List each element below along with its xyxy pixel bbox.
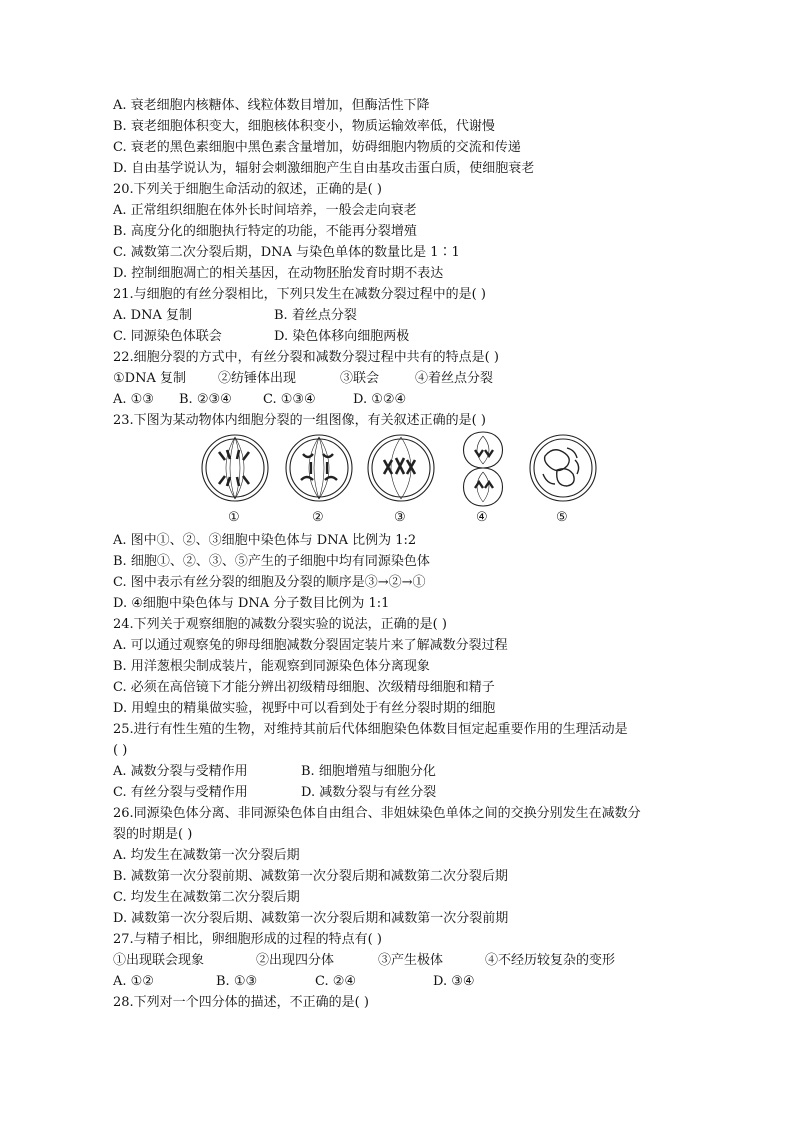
q27-stem: 27.与精子相比，卵细胞形成的过程的特点有( ) [113,932,382,947]
q25-options-row1 [0,763,794,783]
q25-option-d: D. 减数分裂与有丝分裂 [301,785,437,800]
q27-item-2: ②出现四分体 [256,953,335,968]
q20-option-c: C. 减数第二次分裂后期，DNA 与染色单体的数量比是 1∶1 [113,245,460,260]
q24-option-a: A. 可以通过观察兔的卵母细胞减数分裂固定装片来了解减数分裂过程 [113,638,508,653]
q27-item-3: ③产生极体 [378,953,444,968]
q19-option-a: A. 衰老细胞内核糖体、线粒体数目增加，但酶活性下降 [113,98,430,113]
figure-label-4: ④ [476,510,488,525]
q21-options-row1 [0,307,794,327]
q21-option-b: B. 着丝点分裂 [274,308,357,323]
q22-item-4: ④着丝点分裂 [415,371,494,386]
q20-stem: 20.下列关于细胞生命活动的叙述，正确的是( ) [113,182,382,197]
q27-item-4: ④不经历较复杂的变形 [485,953,616,968]
q26-stem: 26.同源染色体分离、非同源染色体自由组合、非姐妹染色单体之间的交换分别发生在减数分 [113,806,641,821]
q19-option-d: D. 自由基学说认为，辐射会刺激细胞产生自由基攻击蛋白质，使细胞衰老 [113,161,535,176]
cell-5-drawing [530,435,596,501]
cell-2-drawing [286,435,352,501]
q23-option-b: B. 细胞①、②、③、⑤产生的子细胞中均有同源染色体 [113,554,430,569]
q24-stem: 24.下列关于观察细胞的减数分裂实验的说法，正确的是( ) [113,617,447,632]
q21-option-c: C. 同源染色体联会 [113,329,222,344]
cell-1-drawing [202,435,268,501]
q28-stem: 28.下列对一个四分体的描述，不正确的是( ) [113,995,369,1010]
q21-option-a: A. DNA 复制 [113,308,192,323]
cell-4-drawing [464,432,503,506]
q23-stem: 23.下图为某动物体内细胞分裂的一组图像，有关叙述正确的是( ) [113,413,486,428]
q26-stem-continued: 裂的时期是( ) [113,827,193,842]
q27-items [0,952,794,972]
q23-option-d: D. ④细胞中染色体与 DNA 分子数目比例为 1:1 [113,596,390,611]
q22-item-2: ②纺锤体出现 [218,371,297,386]
q23-option-c: C. 图中表示有丝分裂的细胞及分裂的顺序是③→②→① [113,575,426,590]
q20-option-a: A. 正常组织细胞在体外长时间培养，一般会走向衰老 [113,203,417,218]
q27-item-1: ①出现联会现象 [113,953,205,968]
q21-options-row2 [0,328,794,348]
q25-option-c: C. 有丝分裂与受精作用 [113,785,248,800]
figure-label-5: ⑤ [556,510,568,525]
figure-label-3: ③ [394,510,406,525]
cell-3-drawing [368,435,434,501]
q25-stem-continued: ( ) [113,743,128,758]
q22-option-d: D. ①②④ [353,392,407,407]
q22-item-3: ③联会 [340,371,380,386]
q19-option-c: C. 衰老的黑色素细胞中黑色素含量增加，妨碍细胞内物质的交流和传递 [113,140,521,155]
q25-option-b: B. 细胞增殖与细胞分化 [301,764,436,779]
q24-option-b: B. 用洋葱根尖制成装片，能观察到同源染色体分离现象 [113,659,430,674]
q26-option-c: C. 均发生在减数第二次分裂后期 [113,890,300,905]
cell-division-figure [195,430,600,530]
cell-division-drawing [195,430,600,508]
q20-option-b: B. 高度分化的细胞执行特定的功能，不能再分裂增殖 [113,224,417,239]
q26-option-a: A. 均发生在减数第一次分裂后期 [113,848,300,863]
q25-options-row2 [0,784,794,804]
q20-option-d: D. 控制细胞凋亡的相关基因，在动物胚胎发育时期不表达 [113,266,444,281]
q27-options [0,973,794,993]
q24-option-d: D. 用蝗虫的精巢做实验，视野中可以看到处于有丝分裂时期的细胞 [113,701,496,716]
q21-stem: 21.与细胞的有丝分裂相比，下列只发生在减数分裂过程中的是( ) [113,287,486,302]
q27-option-a: A. ①② [113,974,154,989]
q22-option-c: C. ①③④ [263,392,316,407]
q27-option-b: B. ①③ [216,974,258,989]
q22-item-1: ①DNA 复制 [113,371,186,386]
q19-option-b: B. 衰老细胞体积变大，细胞核体积变小，物质运输效率低，代谢慢 [113,119,495,134]
q27-option-d: D. ③④ [433,974,475,989]
q25-option-a: A. 减数分裂与受精作用 [113,764,248,779]
q22-stem: 22.细胞分裂的方式中，有丝分裂和减数分裂过程中共有的特点是( ) [113,350,499,365]
q27-option-c: C. ②④ [315,974,357,989]
q22-option-a: A. ①③ [113,392,154,407]
q26-option-b: B. 减数第一次分裂前期、减数第一次分裂后期和减数第二次分裂后期 [113,869,508,884]
q22-option-b: B. ②③④ [179,392,232,407]
q21-option-d: D. 染色体移向细胞两极 [274,329,410,344]
figure-label-1: ① [228,510,240,525]
q24-option-c: C. 必须在高倍镜下才能分辨出初级精母细胞、次级精母细胞和精子 [113,680,495,695]
q22-items [0,370,794,390]
q26-option-d: D. 减数第一次分裂后期、减数第一次分裂后期和减数第一次分裂前期 [113,911,509,926]
q22-options [0,391,794,411]
figure-label-2: ② [312,510,324,525]
q23-option-a: A. 图中①、②、③细胞中染色体与 DNA 比例为 1:2 [113,533,417,548]
q25-stem: 25.进行有性生殖的生物，对维持其前后代体细胞染色体数目恒定起重要作用的生理活动是 [113,722,628,737]
